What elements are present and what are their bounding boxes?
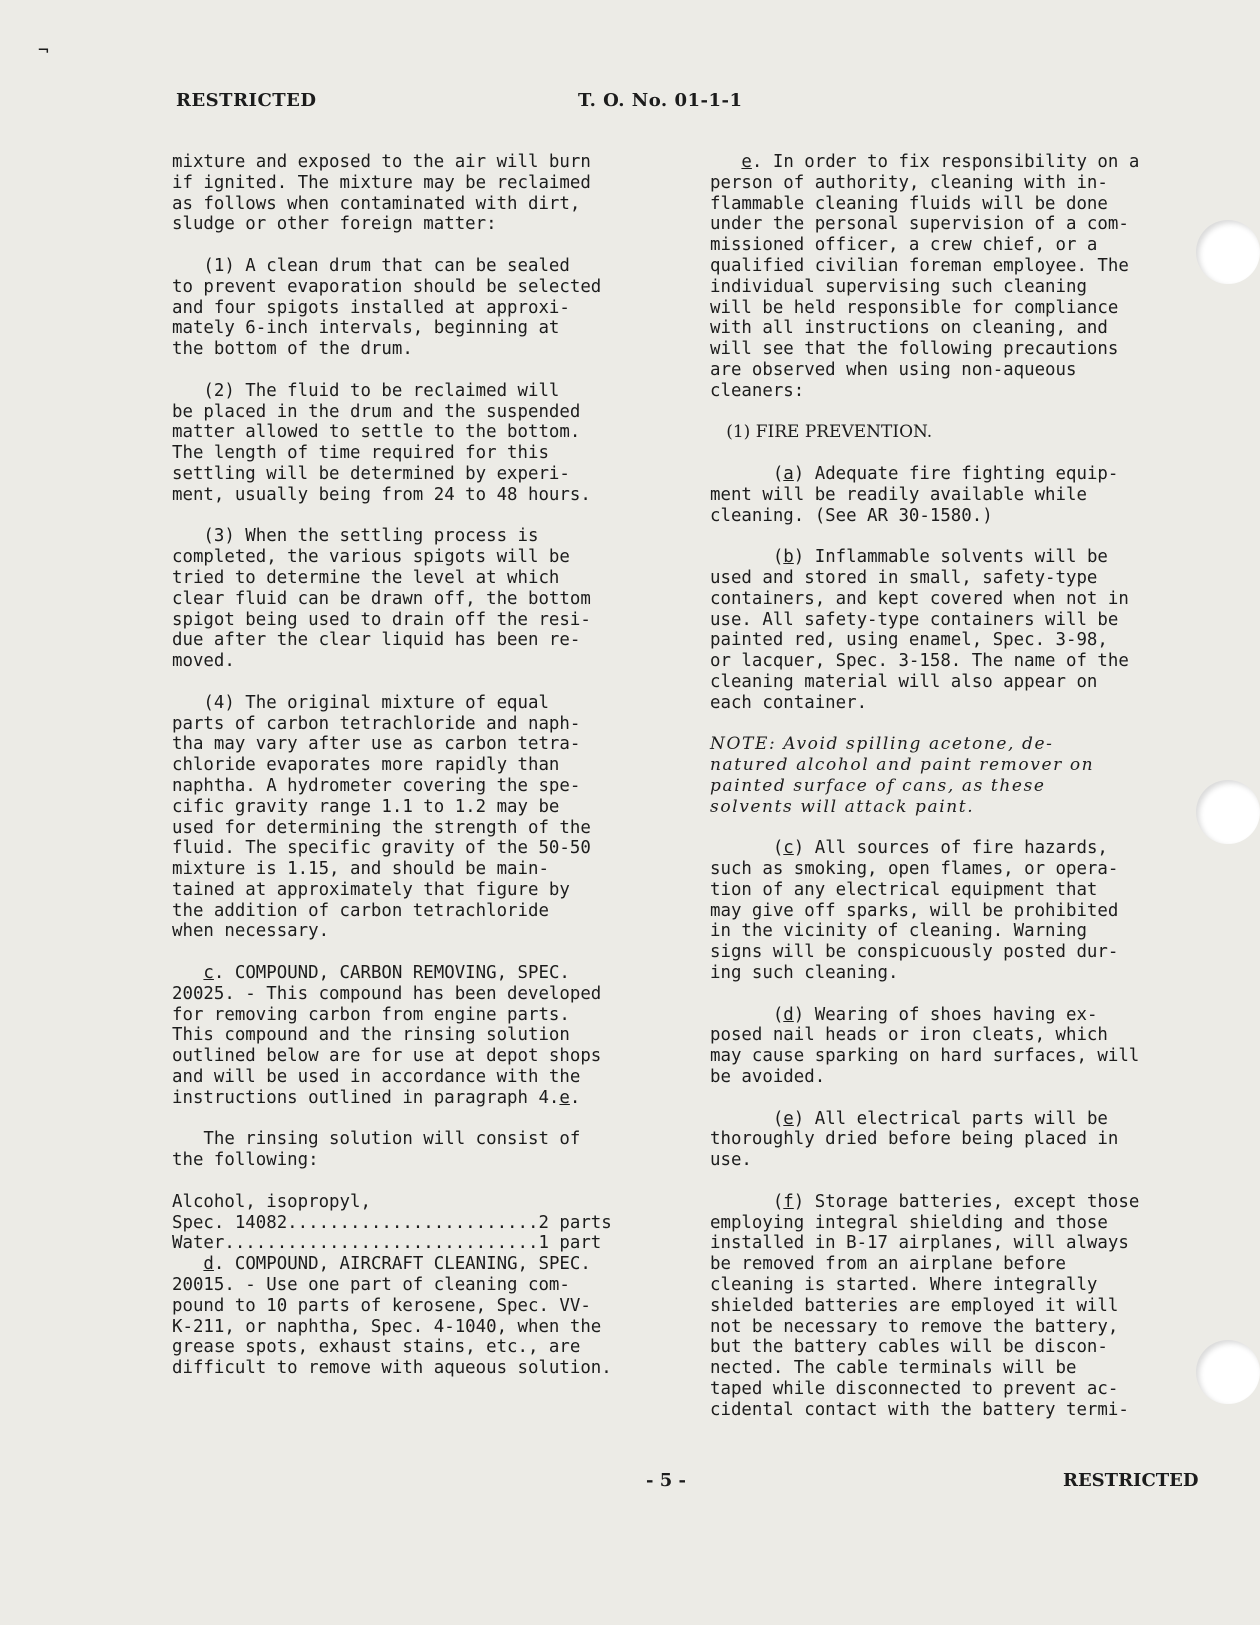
paragraph-gap [172, 360, 664, 381]
text-line: cific gravity range 1.1 to 1.2 may be [172, 796, 560, 817]
punch-hole [1196, 780, 1260, 844]
text-line: when necessary. [172, 921, 330, 942]
text-line: will be held responsible for compliance [710, 297, 1119, 318]
text-line: 20025. - This compound has been developed [172, 983, 602, 1004]
text-line: outlined below are for use at depot shops [172, 1046, 602, 1067]
text-line: parts of carbon tetrachloride and naph- [172, 713, 581, 734]
text-line: (2) The fluid to be reclaimed will [172, 380, 560, 401]
text-line: sludge or other foreign matter: [172, 214, 497, 235]
text-line: cidental contact with the battery termi- [710, 1399, 1129, 1420]
footer-classification: RESTRICTED [1063, 1470, 1199, 1491]
text-line: (3) When the settling process is [172, 526, 539, 547]
text-line: mately 6-inch intervals, beginning at [172, 318, 560, 339]
text-line: 20015. - Use one part of cleaning com- [172, 1275, 570, 1296]
text-line: may cause sparking on hard surfaces, will [710, 1046, 1140, 1067]
paragraph-gap [710, 1088, 1202, 1109]
paragraph-gap [172, 672, 664, 693]
text-line: moved. [172, 651, 235, 672]
text-line: Spec. 14082........................2 parts [172, 1212, 612, 1233]
text-line: painted red, using enamel, Spec. 3-98, [710, 630, 1108, 651]
text-line: ment, usually being from 24 to 48 hours. [172, 484, 591, 505]
text-line: person of authority, cleaning with in- [710, 172, 1108, 193]
text-line: under the personal supervision of a com- [710, 214, 1129, 235]
text-line: thoroughly dried before being placed in [710, 1129, 1119, 1150]
paragraph-gap [172, 235, 664, 256]
text-line: completed, the various spigots will be [172, 547, 570, 568]
text-line: The rinsing solution will consist of [172, 1129, 581, 1150]
text-line: the bottom of the drum. [172, 339, 413, 360]
text-line: may give off sparks, will be prohibited [710, 900, 1119, 921]
paragraph-gap [172, 1109, 664, 1130]
text-line: the following: [172, 1150, 319, 1171]
punch-hole [1196, 1340, 1260, 1404]
text-line: installed in B-17 airplanes, will always [710, 1233, 1129, 1254]
text-line: (f) Storage batteries, except those [710, 1191, 1140, 1212]
text-line: be removed from an airplane before [710, 1254, 1066, 1275]
text-line: missioned officer, a crew chief, or a [710, 235, 1098, 256]
paragraph-gap [172, 506, 664, 527]
text-line: used and stored in small, safety-type [710, 567, 1098, 588]
text-line: cleaning. (See AR 30-1580.) [710, 505, 993, 526]
text-line: clear fluid can be drawn off, the bottom [172, 588, 591, 609]
paragraph-gap [172, 942, 664, 963]
text-line: such as smoking, open flames, or opera- [710, 859, 1119, 880]
text-line: use. All safety-type containers will be [710, 609, 1119, 630]
text-line: individual supervising such cleaning [710, 276, 1087, 297]
text-line: naphtha. A hydrometer covering the spe- [172, 775, 581, 796]
text-line: each container. [710, 692, 868, 713]
margin-mark: ¬ [38, 40, 49, 61]
text-line: be avoided. [710, 1067, 826, 1088]
text-line: (1) FIRE PREVENTION. [710, 422, 933, 443]
text-line: natured alcohol and paint remover on [710, 755, 1095, 776]
paragraph-gap [710, 984, 1202, 1005]
text-line: e. In order to fix responsibility on a [741, 152, 1140, 172]
text-line: fluid. The specific gravity of the 50-50 [172, 838, 591, 859]
text-line: or lacquer, Spec. 3-158. The name of the [710, 651, 1129, 672]
text-line: used for determining the strength of the [172, 817, 591, 838]
text-line: as follows when contaminated with dirt, [172, 193, 581, 214]
text-line: c. COMPOUND, CARBON REMOVING, SPEC. [203, 963, 570, 984]
text-line: tained at approximately that figure by [172, 879, 570, 900]
text-line: and four spigots installed at approxi- [172, 297, 570, 318]
text-line: qualified civilian foreman employee. The [710, 255, 1129, 276]
text-line: (b) Inflammable solvents will be [710, 547, 1108, 568]
text-line: difficult to remove with aqueous solution. [172, 1358, 612, 1379]
text-line: signs will be conspicuously posted dur- [710, 942, 1119, 963]
text-line: mixture is 1.15, and should be main- [172, 859, 549, 880]
text-line: employing integral shielding and those [710, 1212, 1108, 1233]
text-line: tion of any electrical equipment that [710, 879, 1098, 900]
text-line: (c) All sources of fire hazards, [710, 838, 1108, 859]
text-line: K-211, or naphtha, Spec. 4-1040, when the [172, 1316, 602, 1337]
text-line: ment will be readily available while [710, 484, 1087, 505]
text-line: This compound and the rinsing solution [172, 1025, 570, 1046]
text-line: and will be used in accordance with the [172, 1067, 581, 1088]
text-line: but the battery cables will be discon- [710, 1337, 1108, 1358]
text-line: (a) Adequate fire fighting equip- [710, 463, 1119, 484]
text-line: (e) All electrical parts will be [710, 1108, 1108, 1129]
text-line: grease spots, exhaust stains, etc., are [172, 1337, 581, 1358]
text-line: matter allowed to settle to the bottom. [172, 422, 581, 443]
text-line: instructions outlined in paragraph 4.e. [172, 1087, 581, 1108]
text-line: shielded batteries are employed it will [710, 1295, 1119, 1316]
text-line: taped while disconnected to prevent ac- [710, 1379, 1119, 1400]
header-classification: RESTRICTED [176, 90, 317, 111]
text-line: cleaning is started. Where integrally [710, 1275, 1098, 1296]
text-line: if ignited. The mixture may be reclaimed [172, 172, 591, 193]
text-line: be placed in the drum and the suspended [172, 401, 581, 422]
text-line: The length of time required for this [172, 443, 549, 464]
text-line: ing such cleaning. [710, 963, 899, 984]
text-line: (d) Wearing of shoes having ex- [710, 1004, 1098, 1025]
page-number: - 5 - [646, 1470, 686, 1491]
text-line: pound to 10 parts of kerosene, Spec. VV- [172, 1295, 591, 1316]
text-line: chloride evaporates more rapidly than [172, 755, 560, 776]
text-line: (1) A clean drum that can be sealed [172, 255, 570, 276]
text-line: for removing carbon from engine parts. [172, 1004, 570, 1025]
paragraph-gap [710, 526, 1202, 547]
paragraph-gap [710, 818, 1202, 839]
text-line: spigot being used to drain off the resi- [172, 609, 591, 630]
header-document-number: T. O. No. 01-1-1 [578, 90, 743, 111]
text-line: d. COMPOUND, AIRCRAFT CLEANING, SPEC. [203, 1254, 591, 1275]
text-line: nected. The cable terminals will be [710, 1358, 1077, 1379]
text-line: posed nail heads or iron cleats, which [710, 1025, 1108, 1046]
text-line: NOTE: Avoid spilling acetone, de- [710, 734, 1054, 755]
text-line: tha may vary after use as carbon tetra- [172, 734, 581, 755]
text-line: with all instructions on cleaning, and [710, 318, 1108, 339]
text-line: Water..............................1 part [172, 1233, 602, 1254]
paragraph-gap [710, 714, 1202, 735]
text-line: to prevent evaporation should be selected [172, 276, 602, 297]
text-line: use. [710, 1150, 752, 1171]
text-line: solvents will attack paint. [710, 796, 975, 817]
text-line: Alcohol, isopropyl, [172, 1191, 371, 1212]
text-line: mixture and exposed to the air will burn [172, 152, 591, 172]
text-line: settling will be determined by experi- [172, 463, 570, 484]
left-column [172, 152, 664, 1379]
text-line: cleaners: [710, 380, 805, 401]
text-line: the addition of carbon tetrachloride [172, 900, 549, 921]
paragraph-gap [710, 443, 1202, 464]
text-line: in the vicinity of cleaning. Warning [710, 921, 1087, 942]
punch-hole [1196, 220, 1260, 284]
text-line: not be necessary to remove the battery, [710, 1316, 1119, 1337]
text-line: are observed when using non-aqueous [710, 359, 1077, 380]
paragraph-gap [172, 1171, 664, 1192]
paragraph-gap [710, 1171, 1202, 1192]
text-line: containers, and kept covered when not in [710, 588, 1129, 609]
paragraph-gap [710, 402, 1202, 423]
text-line: tried to determine the level at which [172, 567, 560, 588]
text-line: (4) The original mixture of equal [172, 692, 549, 713]
text-line: cleaning material will also appear on [710, 671, 1098, 692]
right-column [710, 152, 1202, 1421]
text-line: flammable cleaning fluids will be done [710, 193, 1108, 214]
text-line: painted surface of cans, as these [710, 775, 1046, 796]
text-line: will see that the following precautions [710, 339, 1119, 360]
text-line: due after the clear liquid has been re- [172, 630, 581, 651]
